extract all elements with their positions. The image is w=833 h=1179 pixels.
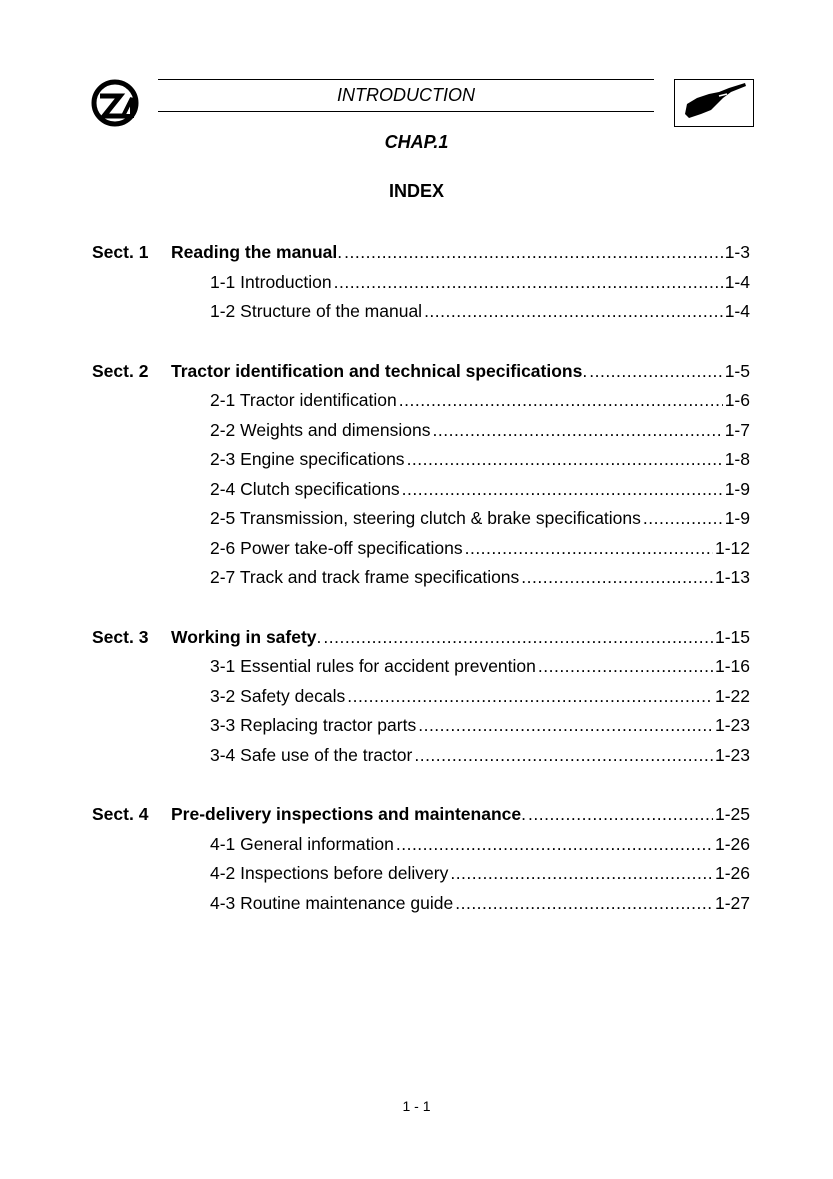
dot-leader	[589, 357, 722, 387]
section-label: Sect. 4	[92, 804, 149, 824]
item-title: 2-2 Weights and dimensions	[210, 419, 431, 440]
page-number: 1 - 1	[402, 1098, 431, 1114]
dot-leader	[396, 830, 713, 860]
item-title: 2-5 Transmission, steering clutch & brake specifications	[210, 508, 641, 528]
item-title: 3-1 Essential rules for accident prevention	[210, 656, 536, 676]
toc-section-4	[92, 800, 750, 918]
toc-section-3	[92, 623, 750, 771]
page-ref: 1-3	[724, 242, 750, 262]
page-header	[90, 76, 755, 132]
chapter-label: CHAP.1	[384, 132, 449, 152]
item-title: 1-2 Structure of the manual	[210, 301, 423, 321]
item-title: 2-3 Engine specifications	[210, 449, 405, 469]
page-ref: 1-15	[714, 626, 750, 647]
page-ref: 1-7	[724, 419, 750, 440]
item-title: 4-1 General information	[210, 833, 394, 854]
toc-item[interactable]	[92, 416, 750, 446]
item-title: 4-3 Routine maintenance guide	[210, 892, 454, 913]
toc-item[interactable]	[92, 534, 750, 564]
dot-leader	[455, 889, 713, 919]
section-title-suffix: .	[521, 804, 526, 824]
dot-leader	[538, 652, 713, 682]
page-ref: 1-27	[714, 892, 750, 913]
item-title: 2-4 Clutch specifications	[210, 478, 400, 499]
page-ref: 1-9	[724, 508, 750, 528]
pointing-hand-icon	[675, 80, 753, 126]
header-title: INTRODUCTION	[158, 79, 654, 112]
toc-item[interactable]	[92, 504, 750, 534]
item-title: 2-6 Power take-off specifications	[210, 537, 463, 558]
toc-section-row[interactable]	[92, 238, 750, 268]
page-ref: 1-5	[724, 360, 750, 381]
item-title: 3-2 Safety decals	[210, 685, 346, 706]
toc-item[interactable]	[92, 297, 750, 327]
toc-section-2	[92, 357, 750, 593]
toc-item[interactable]	[92, 475, 750, 505]
dot-leader	[347, 682, 713, 712]
toc-item[interactable]	[92, 386, 750, 416]
dot-leader	[414, 741, 713, 771]
dot-leader	[465, 534, 713, 564]
dot-leader	[323, 623, 713, 653]
toc-item[interactable]	[92, 682, 750, 712]
toc-item[interactable]	[92, 652, 750, 682]
page-ref: 1-23	[714, 744, 750, 765]
dot-leader	[334, 268, 723, 298]
page-ref: 1-13	[714, 567, 750, 587]
page-ref: 1-26	[714, 833, 750, 854]
dot-leader	[418, 711, 713, 741]
toc-item[interactable]	[92, 889, 750, 919]
dot-leader	[407, 445, 723, 475]
dot-leader	[424, 297, 723, 327]
toc-section-row[interactable]	[92, 357, 750, 387]
toc-section-row[interactable]	[92, 800, 750, 830]
dot-leader	[643, 504, 723, 534]
dot-leader	[433, 416, 723, 446]
item-title: 3-3 Replacing tractor parts	[210, 715, 417, 735]
toc-item[interactable]	[92, 711, 750, 741]
item-title: 3-4 Safe use of the tractor	[210, 744, 413, 765]
section-title: Pre-delivery inspections and maintenance	[171, 804, 522, 824]
section-label: Sect. 3	[92, 626, 149, 647]
section-label: Sect. 1	[92, 242, 149, 262]
section-title-suffix: .	[337, 242, 343, 262]
section-title: Tractor identification and technical specifications	[171, 360, 583, 381]
toc-item[interactable]	[92, 268, 750, 298]
toc-item[interactable]	[92, 830, 750, 860]
section-title: Reading the manual	[171, 242, 338, 262]
page-ref: 1-16	[714, 656, 750, 676]
section-label: Sect. 2	[92, 360, 149, 381]
dot-leader	[528, 800, 713, 830]
section-title: Working in safety	[171, 626, 317, 647]
table-of-contents	[92, 238, 750, 948]
page-ref: 1-26	[714, 863, 750, 883]
page-ref: 1-4	[724, 301, 750, 321]
item-title: 2-1 Tractor identification	[210, 390, 397, 410]
page-ref: 1-23	[714, 715, 750, 735]
section-title-suffix: .	[316, 626, 322, 647]
item-title: 4-2 Inspections before delivery	[210, 863, 449, 883]
page-ref: 1-12	[714, 537, 750, 558]
section-title-suffix: .	[582, 360, 588, 381]
item-title: 1-1 Introduction	[210, 271, 332, 292]
toc-item[interactable]	[92, 563, 750, 593]
dot-leader	[399, 386, 723, 416]
dot-leader	[344, 238, 723, 268]
page-ref: 1-4	[724, 271, 750, 292]
toc-item[interactable]	[92, 741, 750, 771]
page-ref: 1-8	[724, 449, 750, 469]
page-ref: 1-6	[724, 390, 750, 410]
item-title: 2-7 Track and track frame specifications	[210, 567, 520, 587]
dot-leader	[402, 475, 723, 505]
page-ref: 1-22	[714, 685, 750, 706]
hand-box	[674, 79, 754, 127]
page-ref: 1-25	[714, 804, 750, 824]
company-logo-icon	[90, 78, 140, 128]
toc-item[interactable]	[92, 445, 750, 475]
index-title: INDEX	[388, 181, 444, 201]
dot-leader	[450, 859, 713, 889]
dot-leader	[521, 563, 713, 593]
toc-section-1	[92, 238, 750, 327]
toc-item[interactable]	[92, 859, 750, 889]
toc-section-row[interactable]	[92, 623, 750, 653]
page-ref: 1-9	[724, 478, 750, 499]
